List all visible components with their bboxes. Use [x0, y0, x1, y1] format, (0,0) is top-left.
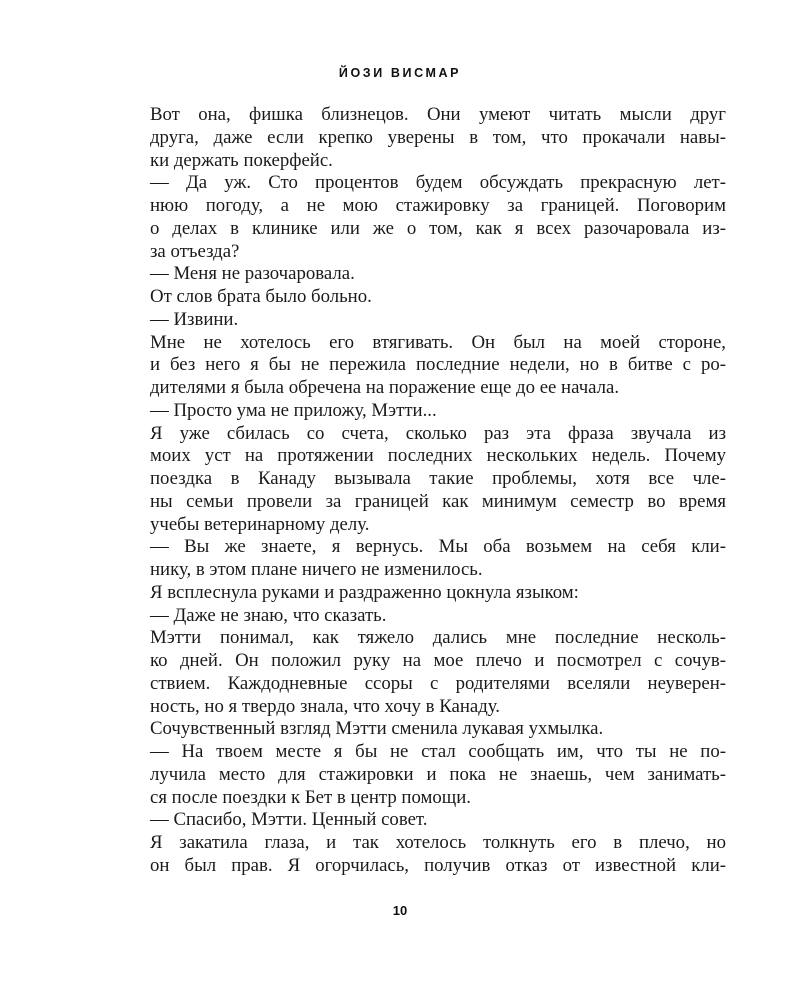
text-line: Мне не хотелось его втягивать. Он был на моей стороне,: [150, 331, 726, 353]
text-line: ствием. Каждодневные ссоры с родителями вселяли неуверен-: [150, 672, 726, 694]
text-line: ность, но я твердо знала, что хочу в Канаду.: [150, 695, 500, 717]
text-line: Я уже сбилась со счета, сколько раз эта фраза звучала из: [150, 422, 726, 444]
body-text: [150, 104, 726, 878]
text-line: поездка в Канаду вызывала такие проблемы, хотя все чле-: [150, 468, 726, 489]
text-line: нику, в этом плане ничего не изменилось.: [150, 559, 483, 580]
text-line: за отъезда?: [150, 240, 240, 262]
text-line: Сочувственный взгляд Мэтти сменила лукавая ухмылка.: [150, 718, 604, 740]
text-line: ся после поездки к Бет в центр помощи.: [150, 786, 471, 808]
text-line: — Вы же знаете, я вернусь. Мы оба возьмем на себя кли-: [150, 536, 726, 558]
text-line: учебы ветеринарному делу.: [150, 513, 370, 535]
text-line: дителями я была обречена на поражение еще до ее начала.: [150, 377, 620, 398]
running-head-author: ЙОЗИ ВИСМАР: [338, 66, 462, 80]
text-line: ки держать покерфейс.: [150, 149, 333, 171]
text-line: — Даже не знаю, что сказать.: [150, 604, 387, 626]
text-line: — Спасибо, Мэтти. Ценный совет.: [150, 809, 428, 831]
text-line: лучила место для стажировки и пока не знаешь, чем занимать-: [150, 763, 726, 785]
text-line: ны семьи провели за границей как минимум семестр во время: [150, 490, 726, 512]
text-line: — Извини.: [150, 308, 239, 330]
page-number: 10: [392, 903, 408, 918]
text-line: — На твоем месте я бы не стал сообщать им, что ты не по-: [150, 741, 726, 762]
text-line: Я закатила глаза, и так хотелось толкнуть его в плечо, но: [150, 832, 726, 853]
text-line: — Меня не разочаровала.: [150, 263, 355, 285]
text-line: нюю погоду, а не мою стажировку за границей. Поговорим: [150, 195, 726, 216]
text-line: ко дней. Он положил руку на мое плечо и посмотрел с сочув-: [150, 650, 726, 671]
text-line: Я всплеснула руками и раздраженно цокнула языком:: [150, 581, 579, 603]
text-line: друга, даже если крепко уверены в том, что прокачали навы-: [150, 126, 726, 148]
text-line: Вот она, фишка близнецов. Они умеют читать мысли друг: [150, 104, 726, 125]
text-line: — Просто ума не приложу, Мэтти...: [150, 399, 437, 421]
text-line: моих уст на протяжении последних нескольких недель. Почему: [150, 445, 726, 467]
text-line: Мэтти понимал, как тяжело дались мне последние несколь-: [150, 627, 726, 649]
text-line: и без него я бы не пережила последние недели, но в битве с ро-: [150, 354, 726, 376]
text-line: он был прав. Я огорчилась, получив отказ от известной кли-: [150, 854, 726, 876]
text-line: о делах в клинике или же о том, как я всех разочаровала из-: [150, 217, 726, 239]
text-line: — Да уж. Сто процентов будем обсуждать прекрасную лет-: [150, 172, 726, 194]
text-line: От слов брата было больно.: [150, 286, 372, 307]
